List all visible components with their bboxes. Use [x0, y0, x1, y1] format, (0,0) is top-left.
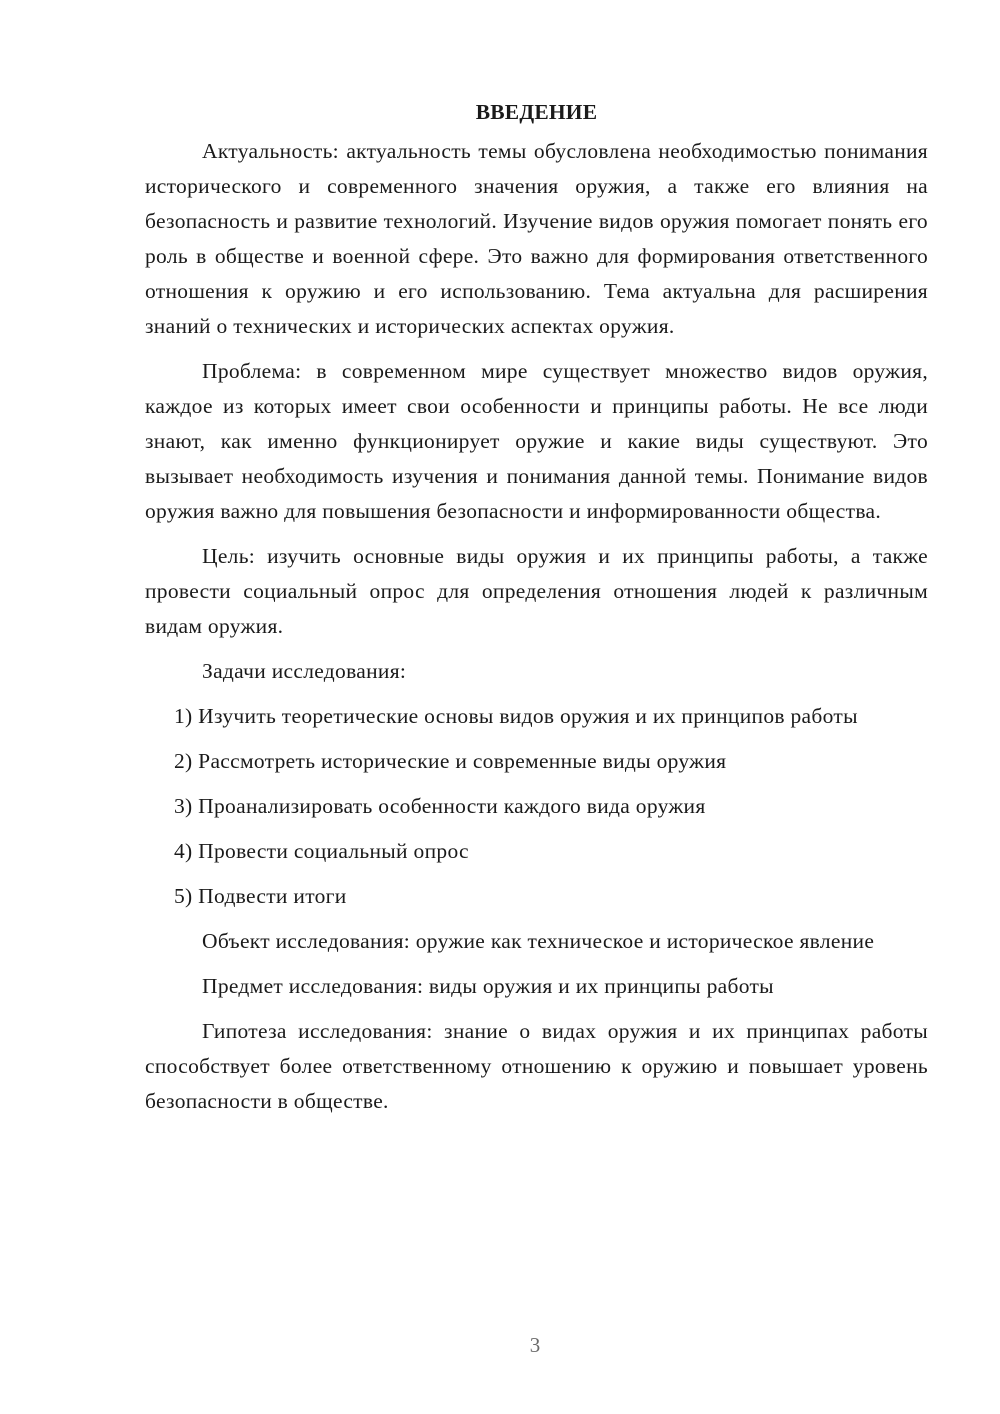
paragraph-goal: Цель: изучить основные виды оружия и их принципы работы, а также провести социальный опрос для определения отношения людей к различным видам оружия. — [145, 544, 928, 638]
task-item-3: 3) Проанализировать особенности каждого вида оружия — [174, 794, 706, 818]
paragraph-subject: Предмет исследования: виды оружия и их принципы работы — [202, 974, 774, 998]
paragraph-hypothesis: Гипотеза исследования: знание о видах оружия и их принципах работы способствует более ответственному отношению к оружию и повышает уровень безопасности в обществе. — [145, 1019, 928, 1113]
task-item-1: 1) Изучить теоретические основы видов оружия и их принципов работы — [174, 704, 858, 728]
task-item-2: 2) Рассмотреть исторические и современные виды оружия — [174, 749, 727, 773]
task-item-4: 4) Провести социальный опрос — [174, 839, 469, 863]
paragraph-relevance: Актуальность: актуальность темы обусловлена необходимостью понимания исторического и современного значения оружия, а также его влияния на безопасность и развитие технологий. Изучение видов оружия помогает понять его роль в обществе и военной сфере. Это важно для формирования ответственного отношения к оружию и его использованию. Тема актуальна для расширения знаний о технических и исторических аспектах оружия. — [145, 139, 928, 338]
task-item-5: 5) Подвести итоги — [174, 884, 347, 908]
section-title: ВВЕДЕНИЕ — [475, 100, 598, 124]
page-number: 3 — [529, 1333, 541, 1357]
paragraph-object: Объект исследования: оружие как техническое и историческое явление — [202, 929, 875, 953]
page-content — [145, 95, 928, 1129]
paragraph-problem: Проблема: в современном мире существует множество видов оружия, каждое из которых имеет свои особенности и принципы работы. Не все люди знают, как именно функционирует оружие и какие виды существуют. Это вызывает необходимость изучения и понимания данной темы. Понимание видов оружия важно для повышения безопасности и информированности общества. — [145, 359, 928, 523]
tasks-heading: Задачи исследования: — [202, 659, 407, 683]
